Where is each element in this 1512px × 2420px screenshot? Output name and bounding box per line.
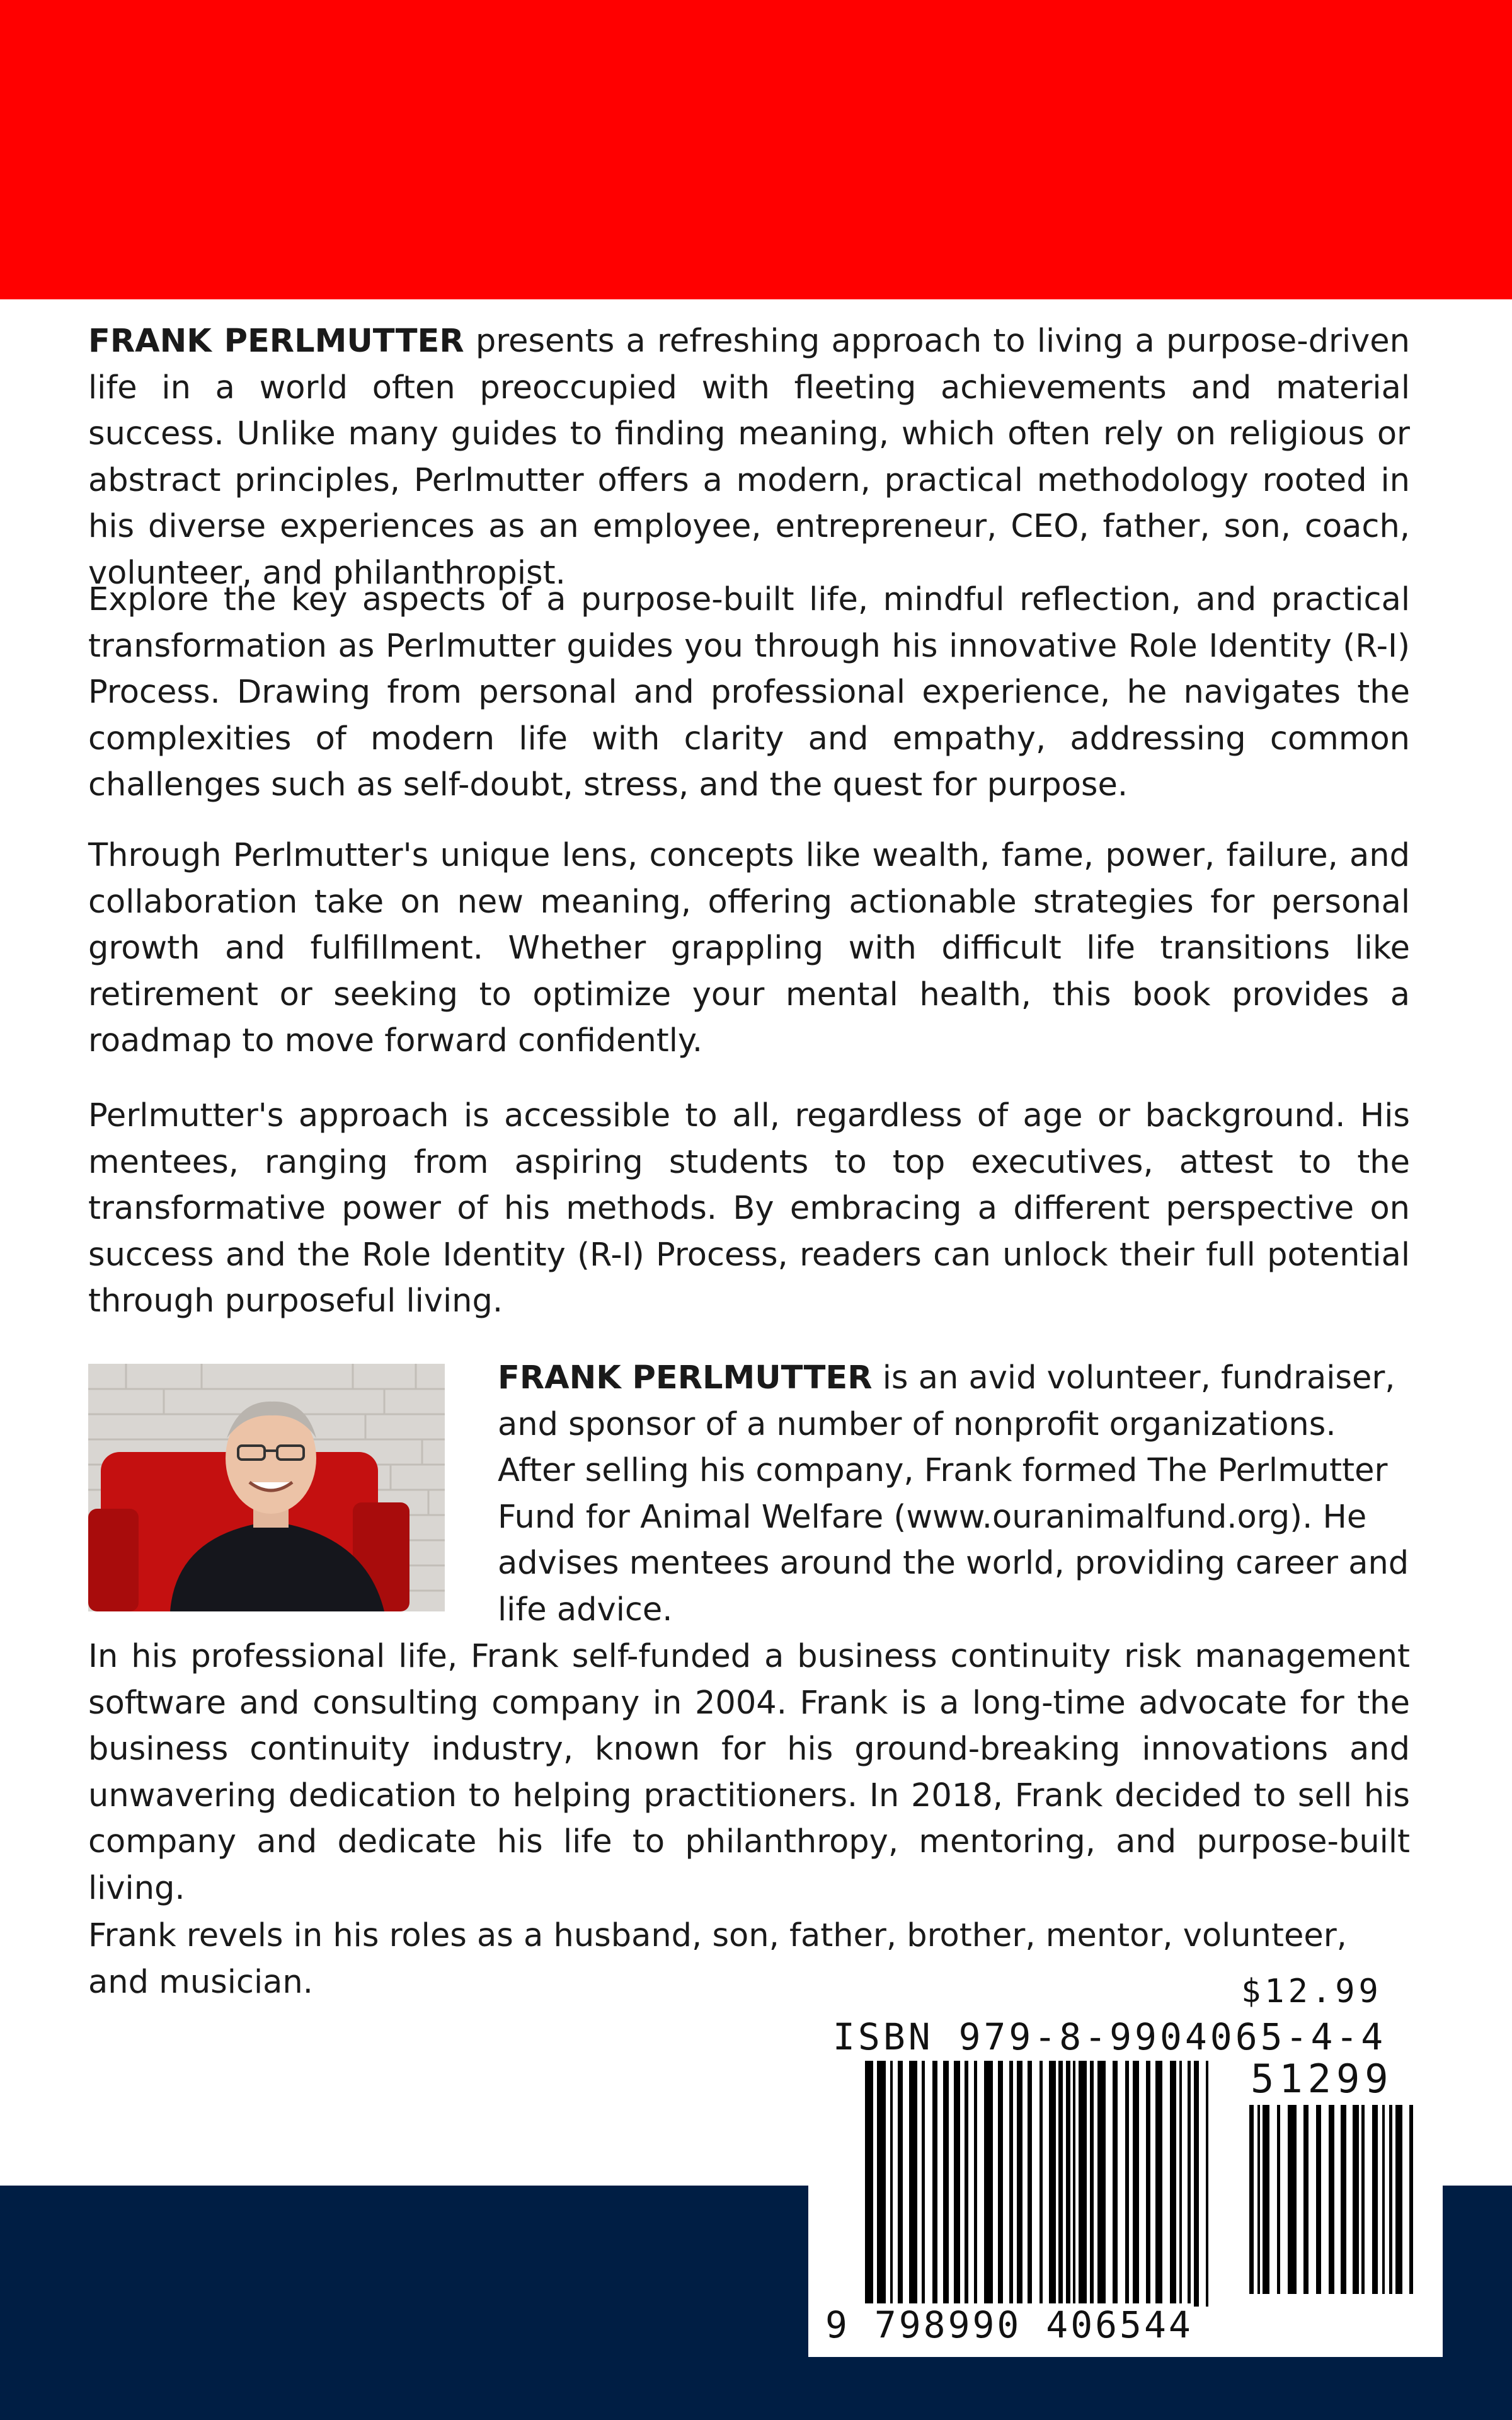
barcode-ean-digits: 9 798990 406544 <box>825 2303 1193 2346</box>
barcode-bar <box>865 2061 873 2307</box>
barcode-bar <box>1066 2061 1070 2307</box>
barcode-bar <box>1389 2105 1392 2294</box>
barcode-bar <box>1263 2105 1269 2294</box>
paragraph-explore: Explore the key aspects of a purpose-built life, mindful reflection, and practical transformation as Perlmutter guides you through his innovative Role Identity (R-I) Process. Drawing from personal and professional experience, he navigates the complexities of modern life with clarity and empathy, addressing common challenges such as self-doubt, stress, and the quest for purpose. <box>88 581 1410 804</box>
barcode-bar <box>1194 2061 1199 2307</box>
intro-text: presents a refreshing approach to living a purpose-driven life in a world often preoccupied with fleeting achievements and material success. Unlike many guides to finding meaning, which often rely on religious or abstract principles, Perlmutter offers a modern, practical methodology rooted in his diverse experiences as an employee, entrepreneur, CEO, father, son, coach, volunteer, and philanthropist. <box>88 323 1410 592</box>
barcode-bar <box>1206 2061 1208 2307</box>
barcode-bar <box>1097 2061 1106 2307</box>
barcode-bar <box>1361 2105 1365 2294</box>
barcode-bar <box>1409 2105 1413 2294</box>
paragraph-closing: Frank revels in his roles as a husband, son, father, brother, mentor, volunteer, and musician. <box>88 1917 1347 2001</box>
author-photo <box>88 1364 445 1611</box>
barcode-bar <box>1040 2061 1043 2307</box>
barcode-bar <box>1288 2105 1297 2294</box>
barcode-bar <box>965 2061 968 2307</box>
barcode-bar <box>1179 2061 1182 2307</box>
barcode-bar <box>1125 2061 1129 2307</box>
paragraph-professional: In his professional life, Frank self-funded a business continuity risk management software and consulting company in 2004. Frank is a long-time advocate for the business continuity industry, known for his ground-breaking innovations and unwavering dedication to helping practitioners. In 2018, Frank decided to sell his company and dedicate his life to philanthropy, mentoring, and purpose-built living. <box>88 1638 1410 1907</box>
barcode-bar <box>1372 2105 1378 2294</box>
bio-author-name: FRANK PERLMUTTER <box>498 1359 873 1397</box>
barcode-bar <box>1146 2061 1150 2307</box>
barcode-bar <box>974 2061 977 2307</box>
bio-text: is an avid volunteer, fundraiser, and sponsor of a number of nonprofit organizations. After selling his company, Frank formed The Perlmutter Fund for Animal Welfare (www.ouranimalfund.org). He advises mentees around the world, providing career and life advice. <box>498 1359 1409 1628</box>
barcode-bar <box>1113 2061 1118 2307</box>
barcode-bar <box>1341 2105 1346 2294</box>
barcode-bar <box>1009 2061 1013 2307</box>
barcode-bar <box>922 2061 925 2307</box>
barcode-bar <box>1395 2105 1402 2294</box>
barcode-supplement-digits: 51299 <box>1251 2056 1394 2102</box>
barcode-bar <box>943 2061 949 2307</box>
barcode-bar <box>1049 2061 1056 2307</box>
barcode-bar <box>1028 2061 1032 2307</box>
barcode-bar <box>1090 2061 1094 2307</box>
barcode-bar <box>1382 2105 1385 2294</box>
barcode-bar <box>998 2061 1003 2307</box>
barcode-bar <box>898 2061 903 2307</box>
barcode-bar <box>909 2061 917 2307</box>
barcode-bar <box>1079 2061 1087 2307</box>
barcode-bar <box>1353 2105 1359 2294</box>
intro-paragraph <box>88 318 1410 596</box>
price-label: $12.99 <box>1241 1973 1382 2010</box>
bio-paragraph <box>498 1355 1410 1633</box>
barcode-bar <box>1170 2061 1176 2307</box>
barcode-bar <box>1133 2061 1139 2307</box>
barcode-bar <box>1277 2105 1280 2294</box>
paragraph-approach: Perlmutter's approach is accessible to all, regardless of age or background. His mentees, ranging from aspiring students to top executives, attest to the transformative power of his methods. By embracing a different perspective on success and the Role Identity (R-I) Process, readers can unlock their full potential through purposeful living. <box>88 1097 1410 1320</box>
barcode-bar <box>932 2061 937 2307</box>
barcode-bar <box>877 2061 886 2307</box>
barcode-bar <box>1257 2105 1260 2294</box>
barcode-bar <box>954 2061 960 2307</box>
barcode-bar <box>1155 2061 1162 2307</box>
isbn-label: ISBN 979-8-9904065-4-4 <box>833 2015 1387 2058</box>
barcode-bar <box>890 2061 893 2307</box>
barcode-bar <box>1329 2105 1334 2294</box>
barcode-bar <box>1017 2061 1022 2307</box>
barcode-bar <box>1249 2105 1254 2294</box>
barcode-bar <box>1188 2061 1191 2307</box>
paragraph-lens: Through Perlmutter's unique lens, concepts like wealth, fame, power, failure, and collaboration take on new meaning, offering actionable strategies for personal growth and fulfillment. Whether grappling with difficult life transitions like retirement or seeking to optimize your mental health, this book provides a roadmap to move forward confidently. <box>88 837 1410 1059</box>
barcode-bar <box>984 2061 993 2307</box>
intro-author-name: FRANK PERLMUTTER <box>88 323 464 360</box>
barcode-bar <box>1058 2061 1063 2307</box>
barcode-bar <box>1073 2061 1075 2307</box>
barcode-bar <box>1303 2105 1309 2294</box>
barcode-bar <box>1316 2105 1321 2294</box>
top-red-band <box>0 0 1512 299</box>
